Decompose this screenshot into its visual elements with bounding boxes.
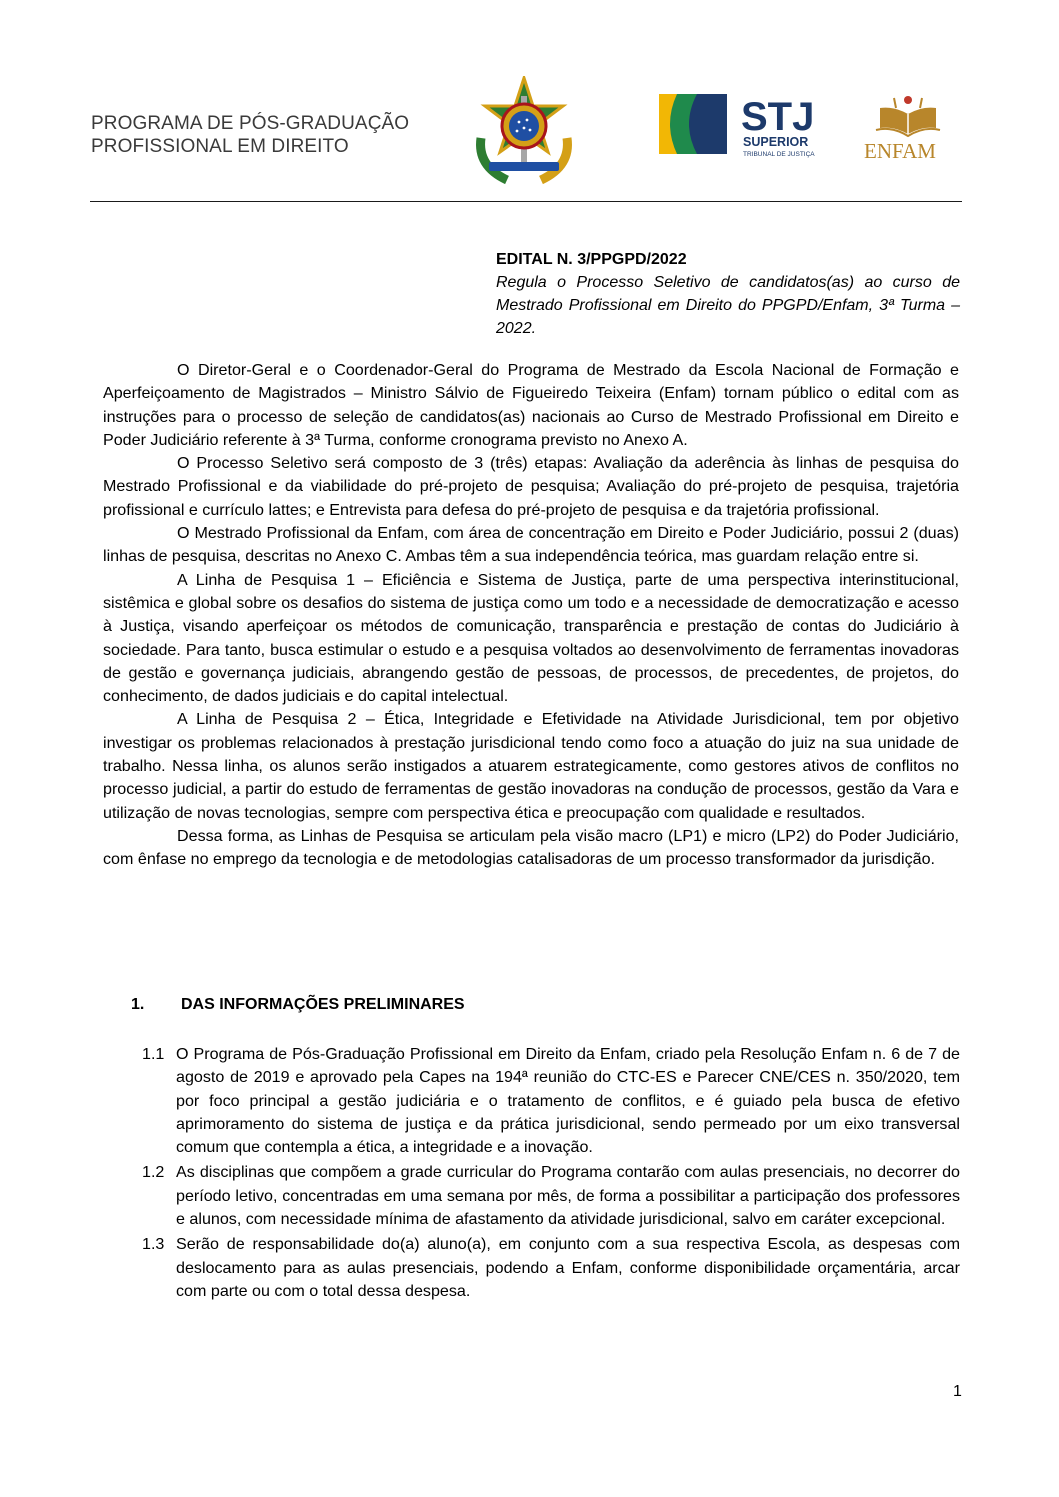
item-text: Serão de responsabilidade do(a) aluno(a), em conjunto com a sua respectiva Escola, as despesas com deslocamento para as aulas presenciais, podendo a Enfam, conforme disponibilidade orçamentária, arcar com parte ou com o total dessa despesa. <box>176 1235 960 1300</box>
document-body <box>103 359 959 872</box>
list-item <box>142 1161 960 1231</box>
list-item <box>142 1043 960 1159</box>
edital-number: EDITAL N. 3/PPGPD/2022 <box>496 251 687 268</box>
list-item <box>142 1233 960 1303</box>
item-number: 1.3 <box>142 1235 165 1254</box>
brazil-coat-of-arms-icon <box>467 76 581 186</box>
header-divider <box>90 201 962 202</box>
program-title-line2: PROFISSIONAL EM DIREITO <box>91 136 349 157</box>
edital-summary: Regula o Processo Seletivo de candidatos(as) ao curso de Mestrado Profissional em Direito do PPGPD/Enfam, 3ª Turma – 2022. <box>496 274 960 337</box>
paragraph-research-lines: O Mestrado Profissional da Enfam, com área de concentração em Direito e Poder Judiciário, possui 2 (duas) linhas de pesquisa, descritas no Anexo C. Ambas têm a sua independência teórica, mas guardam relação entre si. <box>103 524 959 566</box>
enfam-emblem-icon <box>862 90 954 162</box>
paragraph-line-2: A Linha de Pesquisa 2 – Ética, Integridade e Efetividade na Atividade Jurisdicional, tem por objetivo investigar os problemas relacionados à prestação jurisdicional tendo como foco a atuação do juiz na sua unidade de trabalho. Nessa linha, os alunos serão instigados a atuarem estrategicamente, como gestores ativos de conflitos no processo judicial, a partir do estudo de ferramentas de gestão inovadoras na condução de processos, gestão da Vara e utilização de novas tecnologias, sempre com perspectiva ética e preocupação com qualidade e resultados. <box>103 710 959 822</box>
paragraph-line-1: A Linha de Pesquisa 1 – Eficiência e Sistema de Justiça, parte de uma perspectiva interinstitucional, sistêmica e global sobre os desafios do sistema de justiça como um todo e a necessidade de democratização e acesso à Justiça, visando aperfeiçoar os métodos de comunicação, transparência e prestação de contas do Judiciário à sociedade. Para tanto, busca estimular o estudo e a pesquisa voltados ao desenvolvimento de ferramentas inovadoras de gestão e governança judiciais, abrangendo gestão de pessoas, de processos, de precedentes, de projetos, do conhecimento, de dados judiciais e do capital intelectual. <box>103 570 959 706</box>
program-title-line1: PROGRAMA DE PÓS-GRADUAÇÃO <box>91 113 410 134</box>
item-number: 1.2 <box>142 1163 165 1182</box>
preliminary-items-list <box>142 1043 960 1305</box>
enfam-logo-text: ENFAM <box>864 139 936 162</box>
item-text: O Programa de Pós-Graduação Profissional em Direito da Enfam, criado pela Resolução Enfam n. 6 de 7 de agosto de 2019 e aprovado pela Capes na 194ª reunião do CTC-ES e Parecer CNE/CES n. 350/2020, tem por foco principal a gestão judiciária e o tratamento de conflitos, e é guiado pela busca de efetivo aprimoramento do sistema de justiça e da prática jurisdicional, sendo permeado por um eixo transversal comum que contempla a ética, a integridade e a inovação. <box>176 1045 960 1157</box>
section-heading <box>131 996 465 1014</box>
stj-logo-text: STJ <box>741 95 815 139</box>
edital-heading <box>496 248 960 340</box>
section-number: 1. <box>131 996 145 1013</box>
stj-sub2: TRIBUNAL DE JUSTIÇA <box>743 151 815 158</box>
section-title: DAS INFORMAÇÕES PRELIMINARES <box>181 996 465 1013</box>
paragraph-intro: O Diretor-Geral e o Coordenador-Geral do Programa de Mestrado da Escola Nacional de Formação e Aperfeiçoamento de Magistrados – Ministro Sálvio de Figueiredo Teixeira (Enfam) tornam público o edital com as instruções para o processo de seleção de candidatos(as) nacionais ao Curso de Mestrado Profissional em Direito e Poder Judiciário referente à 3ª Turma, conforme cronograma previsto no Anexo A. <box>103 361 959 449</box>
program-title <box>91 112 409 158</box>
page-number: 1 <box>953 1383 962 1400</box>
paragraph-conclusion: Dessa forma, as Linhas de Pesquisa se articulam pela visão macro (LP1) e micro (LP2) do Poder Judiciário, com ênfase no emprego da tecnologia e de metodologias catalisadoras de um processo transformador da jurisdição. <box>103 826 959 869</box>
item-number: 1.1 <box>142 1045 165 1063</box>
stj-logo <box>657 88 847 160</box>
stj-sub1: SUPERIOR <box>743 135 809 149</box>
enfam-logo <box>862 90 954 162</box>
item-text: As disciplinas que compõem a grade curricular do Programa contarão com aulas presenciais, no decorrer do período letivo, concentradas em uma semana por mês, de forma a possibilitar a participação dos professores e alunos, com necessidade mínima de afastamento da atividade jurisdicional, salvo em caráter excepcional. <box>176 1163 960 1229</box>
stj-emblem-icon <box>657 88 847 160</box>
paragraph-stages: O Processo Seletivo será composto de 3 (três) etapas: Avaliação da aderência às linhas de pesquisa do Mestrado Profissional e da viabilidade do pré-projeto de pesquisa; Avaliação do pré-projeto de pesquisa, trajetória profissional e currículo lattes; e Entrevista para defesa do pré-projeto de pesquisa e da trajetória profissional. <box>103 454 959 519</box>
